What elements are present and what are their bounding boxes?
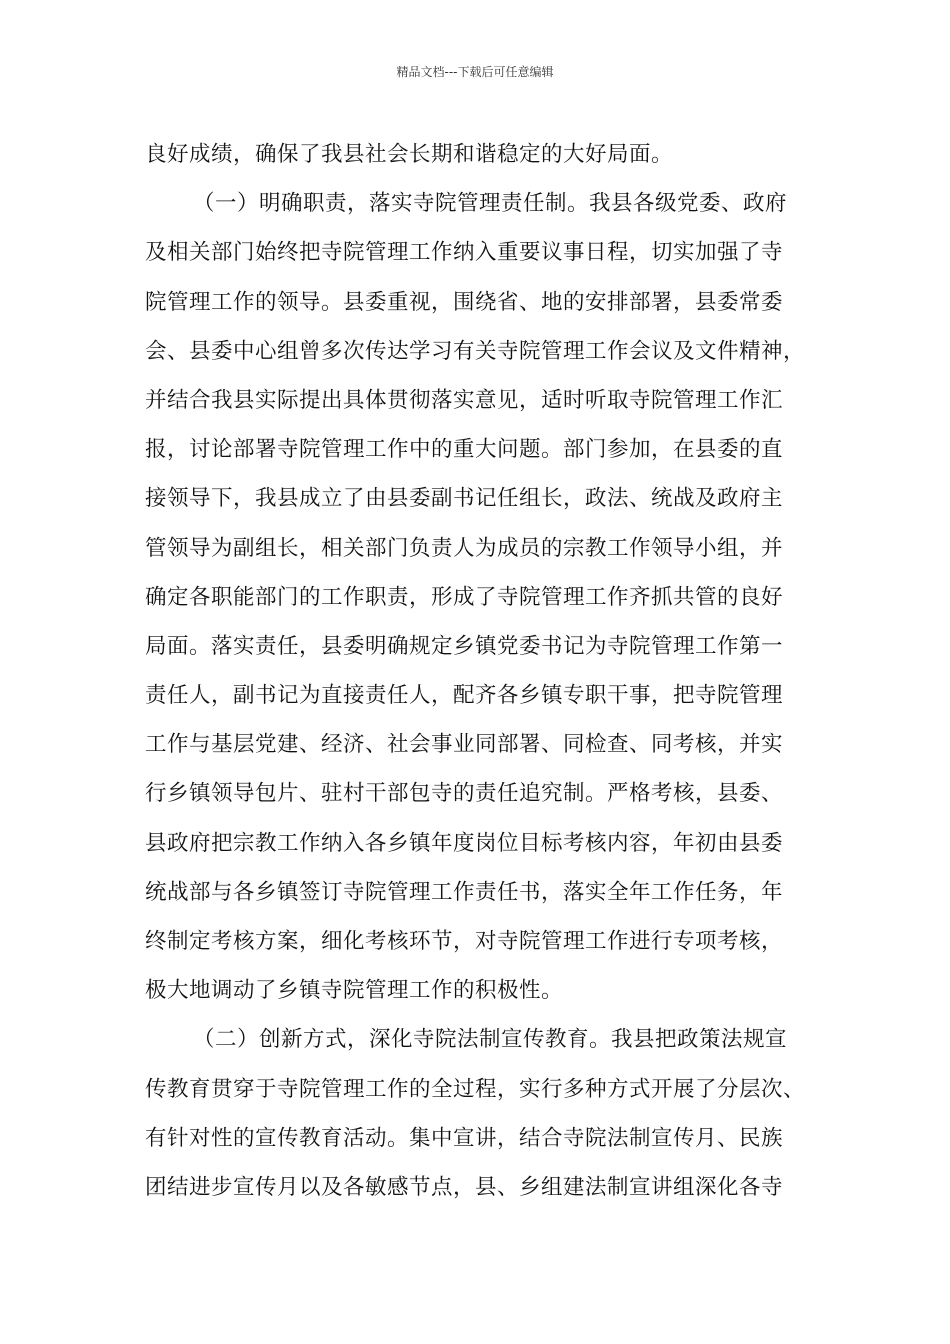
text-line: 终制定考核方案，细化考核环节，对寺院管理工作进行专项考核，: [145, 929, 784, 954]
text-line: 团结进步宣传月以及各敏感节点，县、乡组建法制宣讲组深化各寺: [145, 1174, 784, 1200]
text-line: 并结合我县实际提出具体贯彻落实意见，适时听取寺院管理工作汇: [145, 387, 784, 413]
text-line: 县政府把宗教工作纳入各乡镇年度岗位目标考核内容，年初由县委: [145, 830, 784, 856]
text-line: 会、县委中心组曾多次传达学习有关寺院管理工作会议及文件精神，: [145, 338, 806, 364]
text-line: 接领导下，我县成立了由县委副书记任组长，政法、统战及政府主: [145, 486, 784, 512]
text-line: 及相关部门始终把寺院管理工作纳入重要议事日程，切实加强了寺: [145, 240, 784, 266]
text-line: 良好成绩，确保了我县社会长期和谐稳定的大好局面。: [145, 142, 674, 167]
paragraph-first-line: （二）创新方式，深化寺院法制宣传教育。我县把政策法规宣: [193, 1027, 788, 1053]
text-line: 确定各职能部门的工作职责，形成了寺院管理工作齐抓共管的良好: [145, 584, 784, 610]
text-line: 极大地调动了乡镇寺院管理工作的积极性。: [145, 978, 564, 1004]
text-line: 局面。落实责任，县委明确规定乡镇党委书记为寺院管理工作第一: [145, 633, 784, 659]
text-line: 院管理工作的领导。县委重视，围绕省、地的安排部署，县委常委: [145, 289, 784, 315]
text-line: 管领导为副组长，相关部门负责人为成员的宗教工作领导小组，并: [145, 535, 784, 561]
text-line: 统战部与各乡镇签订寺院管理工作责任书，落实全年工作任务，年: [145, 879, 784, 905]
paragraph-first-line: （一）明确职责，落实寺院管理责任制。我县各级党委、政府: [193, 191, 788, 217]
text-line: 传教育贯穿于寺院管理工作的全过程，实行多种方式开展了分层次、: [145, 1076, 806, 1102]
text-line: 工作与基层党建、经济、社会事业同部署、同检查、同考核，并实: [145, 732, 784, 758]
text-line: 责任人，副书记为直接责任人，配齐各乡镇专职干事，把寺院管理: [145, 683, 784, 709]
page-header: 精品文档---下载后可任意编辑: [396, 65, 554, 79]
text-line: 报，讨论部署寺院管理工作中的重大问题。部门参加，在县委的直: [145, 437, 784, 463]
text-line: 有针对性的宣传教育活动。集中宣讲，结合寺院法制宣传月、民族: [145, 1125, 784, 1151]
document-body: [145, 130, 810, 1212]
text-line: 行乡镇领导包片、驻村干部包寺的责任追究制。严格考核，县委、: [145, 781, 784, 807]
